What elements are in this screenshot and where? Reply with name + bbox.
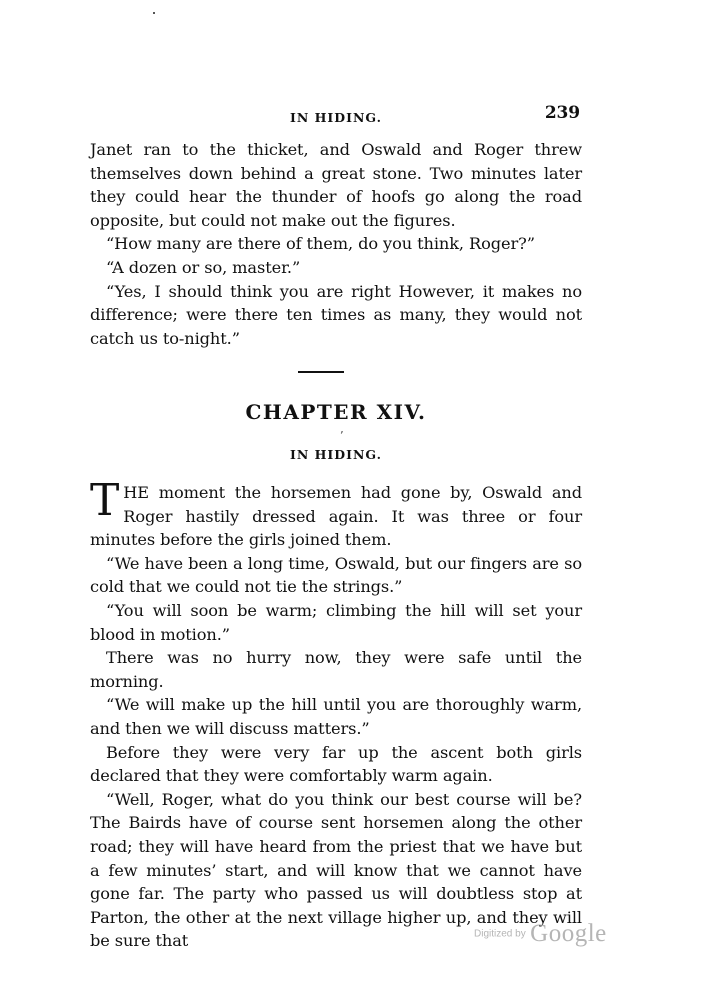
opening-text: HE moment the horsemen had gone by, Oswald and Roger hastily dressed again. It was three or four minutes before the girls joined them. [90,483,582,550]
drop-cap: T [90,475,120,526]
page-speck [153,12,155,14]
paragraph: There was no hurry now, they were safe until the morning. [90,648,582,691]
paragraph: Janet ran to the thicket, and Oswald and Roger threw themselves down behind a great stone. Two minutes later they could hear the thunder of hoofs go along the road opposite, but could not make out the figures. [90,140,582,230]
paragraph: “Well, Roger, what do you think our best course will be? The Bairds have of course sent horsemen along the other road; they will have heard from the priest that we have but a few minutes’ start, and will know that we cannot have gone far. The party who passed us will doubtless stop at Parton, the other at the next village higher up, and they will be sure that [90,789,582,951]
chapter-subtitle: IN HIDING. [290,447,382,462]
paragraph: “We will make up the hill until you are thoroughly warm, and then we will discuss matters.” [90,695,582,738]
paragraph: “We have been a long time, Oswald, but our fingers are so cold that we could not tie the strings.” [90,553,582,597]
google-logo: Google [530,920,607,947]
paragraph: “Yes, I should think you are right However, it makes no difference; were there ten times as many, they would not catch us to-night.” [90,281,582,348]
paragraph: “A dozen or so, master.” [106,257,301,277]
digitized-by-google-watermark [474,920,607,950]
chapter-title: CHAPTER XIV. [245,400,427,424]
paragraph: “You will soon be warm; climbing the hill will set your blood in motion.” [90,600,582,644]
watermark-prefix: Digitized by [474,928,526,940]
running-head-title: IN HIDING. [290,110,382,125]
opening-paragraph [90,475,582,552]
paragraph: Before they were very far up the ascent both girls declared that they were comfortably warm again. [90,742,582,786]
paragraph: “How many are there of them, do you think, Roger?” [106,234,535,254]
chapter-text [90,475,582,953]
running-head [90,102,582,126]
previous-chapter-text [90,138,582,350]
page-number: 239 [544,103,580,123]
section-divider [298,371,344,373]
stray-mark: ’ [340,429,344,442]
